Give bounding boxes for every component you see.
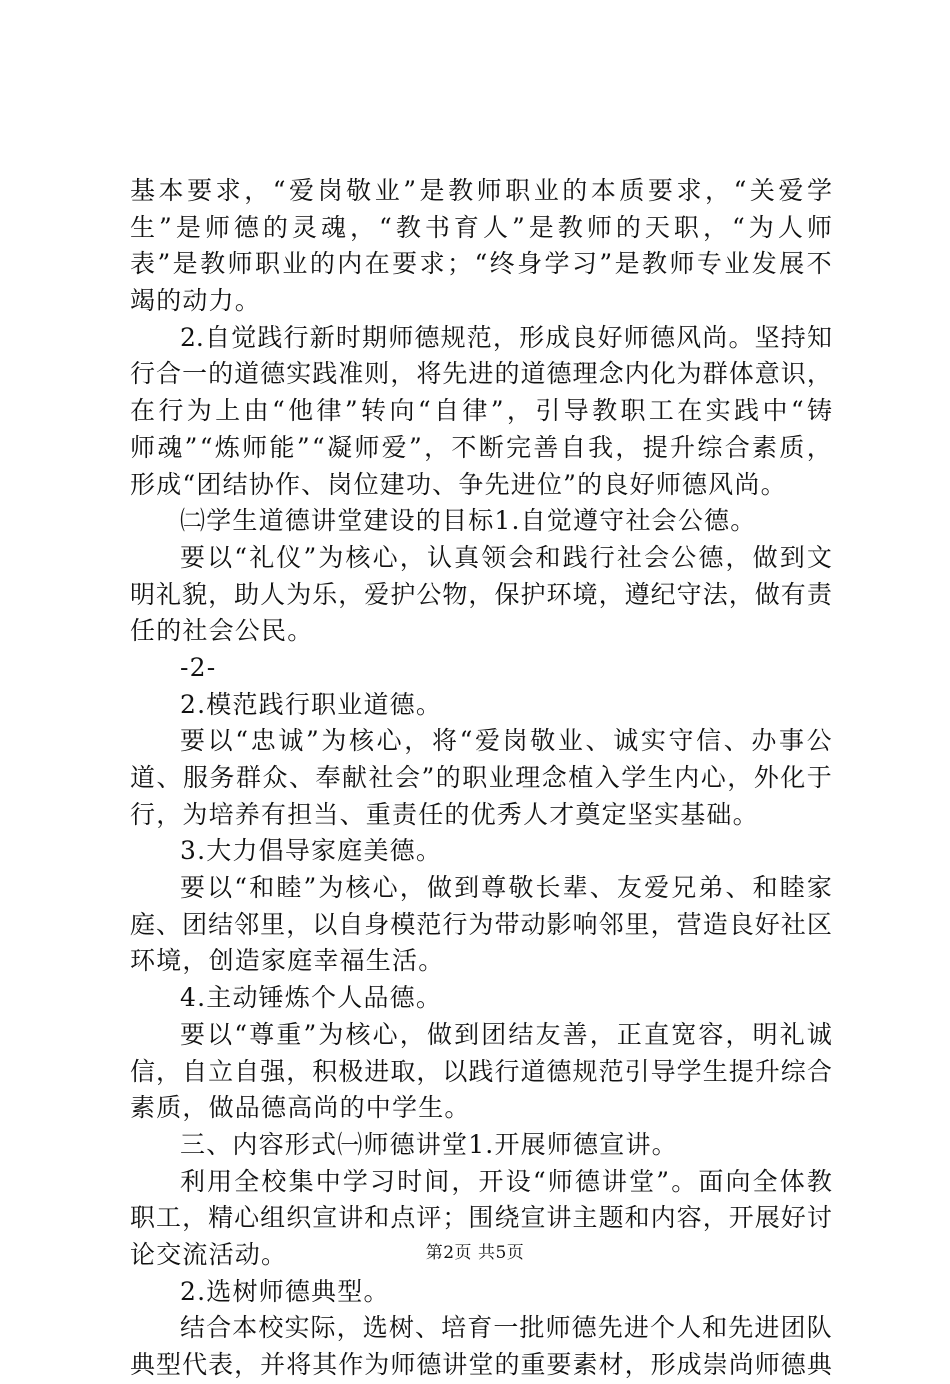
- text-line: -2-: [180, 652, 217, 682]
- text-line: 职 工 ， 精 心 组 织 宣 讲 和 点 评 ； 围 绕 宣 讲 主 题 和 内 容 ， 开 展 好 讨: [130, 1203, 832, 1233]
- text-line: 表 ” 是 教 师 职 业 的 内 在 要 求 ； “ 终 身 学 习 ” 是 教 师 专 业 发 展 不: [130, 249, 832, 279]
- text-line: 要 以 “ 忠 诚 ” 为 核 心 ， 将 “ 爱 岗 敬 业 、 诚 实 守 信 、 办 事 公: [180, 726, 832, 756]
- text-line: 道 、 服 务 群 众 、 奉 献 社 会 ” 的 职 业 理 念 植 入 学 生 内 心 ， 外 化 于: [130, 763, 832, 792]
- text-line: 素质，做品德高尚的中学生。: [130, 1093, 471, 1123]
- text-line: 竭的动力。: [130, 286, 262, 316]
- text-line: 任的社会公民。: [130, 616, 314, 646]
- text-line: 行 合 一 的 道 德 实 践 准 则 ， 将 先 进 的 道 德 理 念 内 化 为 群 体 意 识 ，: [130, 359, 832, 389]
- text-line: 庭 、 团 结 邻 里 ， 以 自 身 模 范 行 为 带 动 影 响 邻 里 ， 营 造 良 好 社 区: [130, 909, 832, 939]
- text-line: 行，为培养有担当、重责任的优秀人才奠定坚实基础。: [130, 799, 759, 829]
- text-line: 三、内容形式㈠师德讲堂1.开展师德宣讲。: [180, 1129, 678, 1159]
- text-line: 在 行 为 上 由 “ 他 律 ” 转 向 “ 自 律 ” ， 引 导 教 职 工 在 实 践 中 “ 铸: [130, 396, 832, 426]
- text-line: 环境，创造家庭幸福生活。: [130, 946, 445, 976]
- text-line: 3.大力倡导家庭美德。: [180, 836, 443, 866]
- text-line: 利 用 全 校 集 中 学 习 时 间 ， 开 设 “ 师 德 讲 堂 ” 。 面 向 全 体 教: [180, 1166, 832, 1196]
- text-line: 要 以 “ 和 睦 ” 为 核 心 ， 做 到 尊 敬 长 辈 、 友 爱 兄 弟 、 和 睦 家: [180, 873, 832, 903]
- text-line: 2.模范践行职业道德。: [180, 689, 443, 719]
- text-line: 典 型 代 表 ， 并 将 其 作 为 师 德 讲 堂 的 重 要 素 材 ， 形 成 崇 尚 师 德 典: [130, 1350, 832, 1379]
- text-line: 2. 自 觉 践 行 新 时 期 师 德 规 范 ， 形 成 良 好 师 德 风 尚 。 坚 持 知: [180, 322, 832, 352]
- text-line: 论交流活动。: [130, 1239, 288, 1269]
- document-body: [130, 173, 832, 1384]
- text-line: 师 魂 ” “ 炼 师 能 ” “ 凝 师 爱 ” ， 不 断 完 善 自 我 ， 提 升 综 合 素 质 ，: [130, 432, 832, 462]
- text-line: 4.主动锤炼个人品德。: [180, 983, 443, 1013]
- text-line: 明 礼 貌 ， 助 人 为 乐 ， 爱 护 公 物 ， 保 护 环 境 ， 遵 纪 守 法 ， 做 有 责: [130, 579, 832, 609]
- text-line: 信 ， 自 立 自 强 ， 积 极 进 取 ， 以 践 行 道 德 规 范 引 导 学 生 提 升 综 合: [130, 1056, 832, 1086]
- text-line: 要 以 “ 礼 仪 ” 为 核 心 ， 认 真 领 会 和 践 行 社 会 公 德 ， 做 到 文: [180, 542, 832, 572]
- text-line: ㈡学生道德讲堂建设的目标1.自觉遵守社会公德。: [180, 506, 757, 536]
- text-line: 生 ” 是 师 德 的 灵 魂 ， “ 教 书 育 人 ” 是 教 师 的 天 职 ， “ 为 人 师: [130, 212, 832, 242]
- text-line: 基 本 要 求 ， “ 爱 岗 敬 业 ” 是 教 师 职 业 的 本 质 要 求 ， “ 关 爱 学: [130, 176, 832, 205]
- text-line: 形成“团结协作、岗位建功、争先进位”的良好师德风尚。: [130, 469, 787, 499]
- text-line: 结 合 本 校 实 际 ， 选 树 、 培 育 一 批 师 德 先 进 个 人 和 先 进 团 队: [180, 1313, 832, 1343]
- text-line: 2.选树师德典型。: [180, 1276, 390, 1306]
- page-footer: 第2页 共5页: [425, 1243, 525, 1263]
- text-line: 要 以 “ 尊 重 ” 为 核 心 ， 做 到 团 结 友 善 ， 正 直 宽 容 ， 明 礼 诚: [180, 1019, 832, 1049]
